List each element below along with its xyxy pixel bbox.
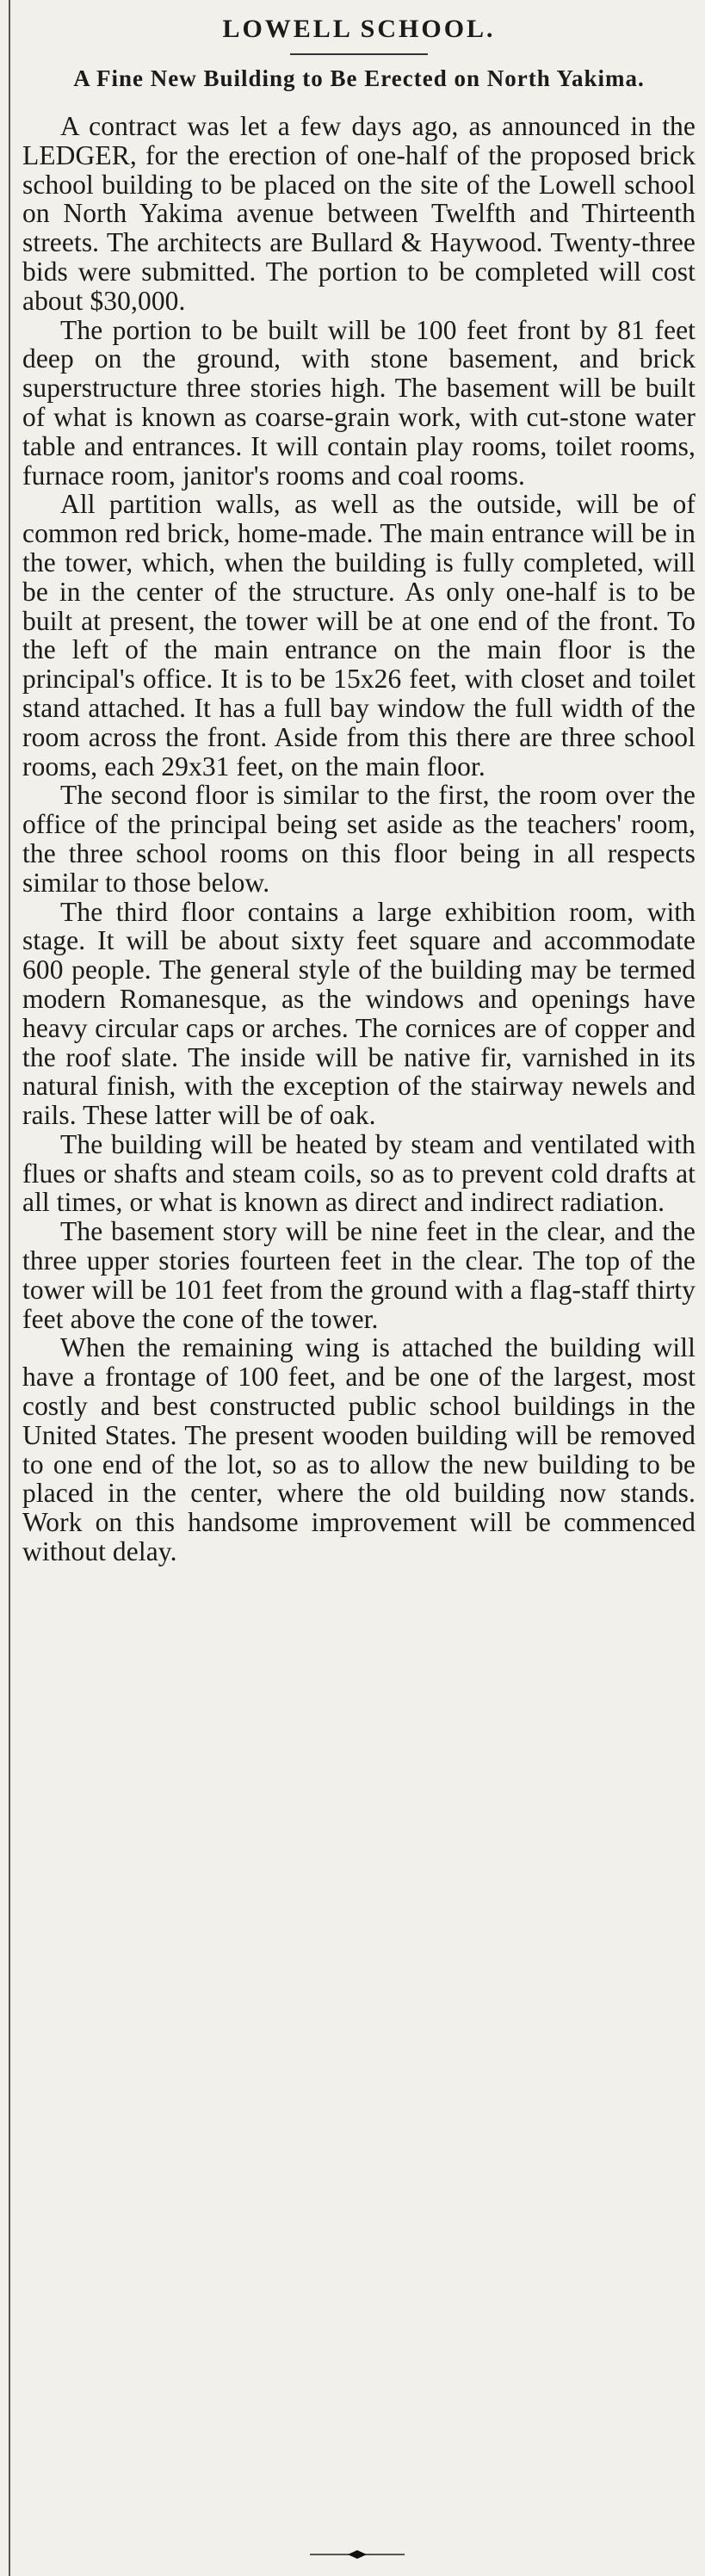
article-body: [22, 112, 696, 1566]
paragraph-2: The portion to be built will be 100 feet front by 81 feet deep on the ground, with stone basement, and brick superstructure three stories high. The basement will be built of what is known as coarse-grain work, with cut-stone water table and entrances. It will contain play rooms, toilet rooms, furnace room, janitor's rooms and coal rooms.: [22, 314, 696, 491]
paragraph-7: The basement story will be nine feet in the clear, and the three upper stories fourteen feet in the clear. The top of the tower will be 101 feet from the ground with a flag-staff thirty feet above the cone of the tower.: [22, 1216, 696, 1334]
paragraph-4: The second floor is similar to the first, the room over the office of the principal being set aside as the teachers' room, the three school rooms on this floor being in all respects similar to those below.: [22, 780, 696, 898]
article: [22, 14, 696, 1566]
end-ornament-rule: [310, 2549, 405, 2560]
headline-divider: [290, 53, 428, 55]
paragraph-8: When the remaining wing is attached the building will have a frontage of 100 feet, and be one of the largest, most costly and best constructed public school buildings in the United States. The present wooden building will be removed to one end of the lot, so as to allow the new building to be placed in the center, where the old building now stands. Work on this handsome improvement will be commenced without delay.: [22, 1332, 696, 1567]
article-headline: LOWELL SCHOOL.: [222, 15, 496, 43]
paragraph-3: All partition walls, as well as the outside, will be of common red brick, home-made. The main entrance will be in the tower, which, when the building is fully completed, will be in the center of the structure. As only one-half is to be built at present, the tower will be at one end of the front. To the left of the main entrance on the main floor is the principal's office. It is to be 15x26 feet, with closet and toilet stand attached. It has a full bay window the full width of the room across the front. Aside from this there are three school rooms, each 29x31 feet, on the main floor.: [22, 489, 696, 781]
column-rule: [9, 0, 10, 2576]
article-subheadline: A Fine New Building to Be Erected on North Yakima.: [73, 65, 645, 91]
paragraph-1: A contract was let a few days ago, as announced in the LEDGER, for the erection of one-half of the proposed brick school building to be placed on the site of the Lowell school on North Yakima avenue between Twelfth and Thirteenth streets. The architects are Bullard & Haywood. Twenty-three bids were submitted. The portion to be completed will cost about $30,000.: [22, 111, 696, 316]
paragraph-6: The building will be heated by steam and ventilated with flues or shafts and steam coils, so as to prevent cold drafts at all times, or what is known as direct and indirect radiation.: [22, 1128, 696, 1218]
paragraph-5: The third floor contains a large exhibition room, with stage. It will be about sixty feet square and accommodate 600 people. The general style of the building may be termed modern Romanesque, as the windows and openings have heavy circular caps or arches. The cornices are of copper and the roof slate. The inside will be native fir, varnished in its natural finish, with the exception of the stairway newels and rails. These latter will be of oak.: [22, 896, 696, 1131]
